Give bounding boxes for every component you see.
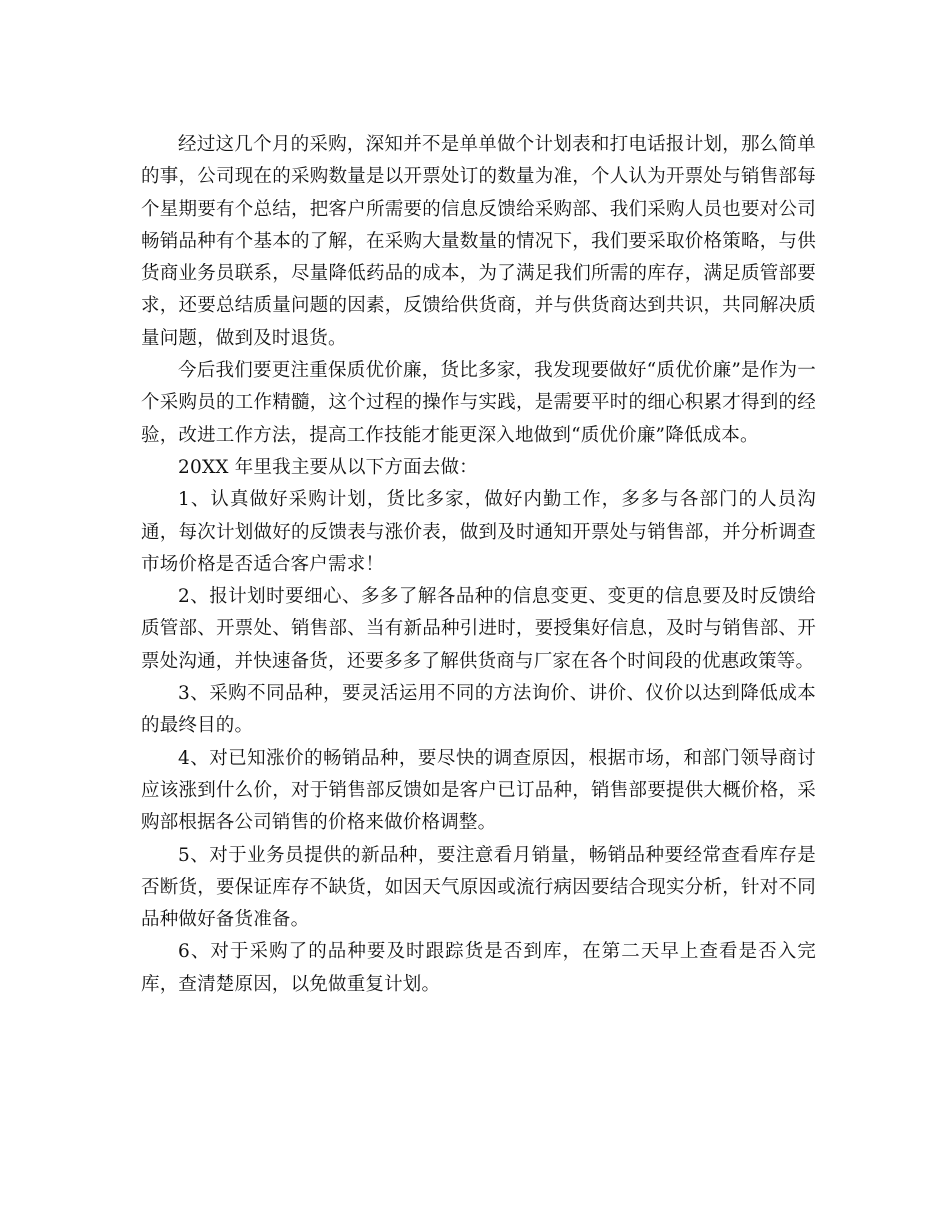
paragraph-plan-intro: 20XX 年里我主要从以下方面去做： [178,456,478,478]
list-item-2: 2、报计划时要细心、多多了解各品种的信息变更、变更的信息要及时反馈给质管部、开票处、销售部、当有新品种引进时，要授集好信息，及时与销售部、开票处沟通，并快速备货，还要多多了解供货商与厂家在各个时间段的优惠政策等。 [141,586,816,672]
list-item-5: 5、对于业务员提供的新品种，要注意看月销量，畅销品种要经常查看库存是否断货，要保证库存不缺货，如因天气原因或流行病因要结合现实分析，针对不同品种做好备货准备。 [141,844,816,931]
paragraph-procurement-summary: 经过这几个月的采购，深知并不是单单做个计划表和打电话报计划，那么简单的事，公司现在的采购数量是以开票处订的数量为准，个人认为开票处与销售部每个星期要有个总结，把客户所需要的信息反馈给采购部、我们采购人员也要对公司畅销品种有个基本的了解，在采购大量数量的情况下，我们要采取价格策略，与供货商业务员联系，尽量降低药品的成本，为了满足我们所需的库存，满足质管部要求，还要总结质量问题的因素，反馈给供货商，并与供货商达到共识，共同解决质量问题，做到及时退货。 [141,134,816,349]
list-item-1: 1、认真做好采购计划，货比多家，做好内勤工作，多多与各部门的人员沟通，每次计划做好的反馈表与涨价表，做到及时通知开票处与销售部，并分析调查市场价格是否适合客户需求！ [141,489,816,575]
document-body [141,129,816,1001]
list-item-6: 6、对于采购了的品种要及时跟踪货是否到库，在第二天早上查看是否入完库，查清楚原因，以免做重复计划。 [141,941,816,995]
list-item-3: 3、采购不同品种，要灵活运用不同的方法询价、讲价、仪价以达到降低成本的最终目的。 [141,683,816,737]
paragraph-quality-price: 今后我们要更注重保质优价廉，货比多家，我发现要做好“质优价廉”是作为一个采购员的工作精髓，这个过程的操作与实践，是需要平时的细心积累才得到的经验，改进工作方法，提高工作技能才能更深入地做到“质优价廉”降低成本。 [141,360,816,446]
list-item-4: 4、对已知涨价的畅销品种，要尽快的调查原因，根据市场，和部门领导商讨应该涨到什么价，对于销售部反馈如是客户已订品种，销售部要提供大概价格，采购部根据各公司销售的价格来做价格调整。 [141,747,816,834]
